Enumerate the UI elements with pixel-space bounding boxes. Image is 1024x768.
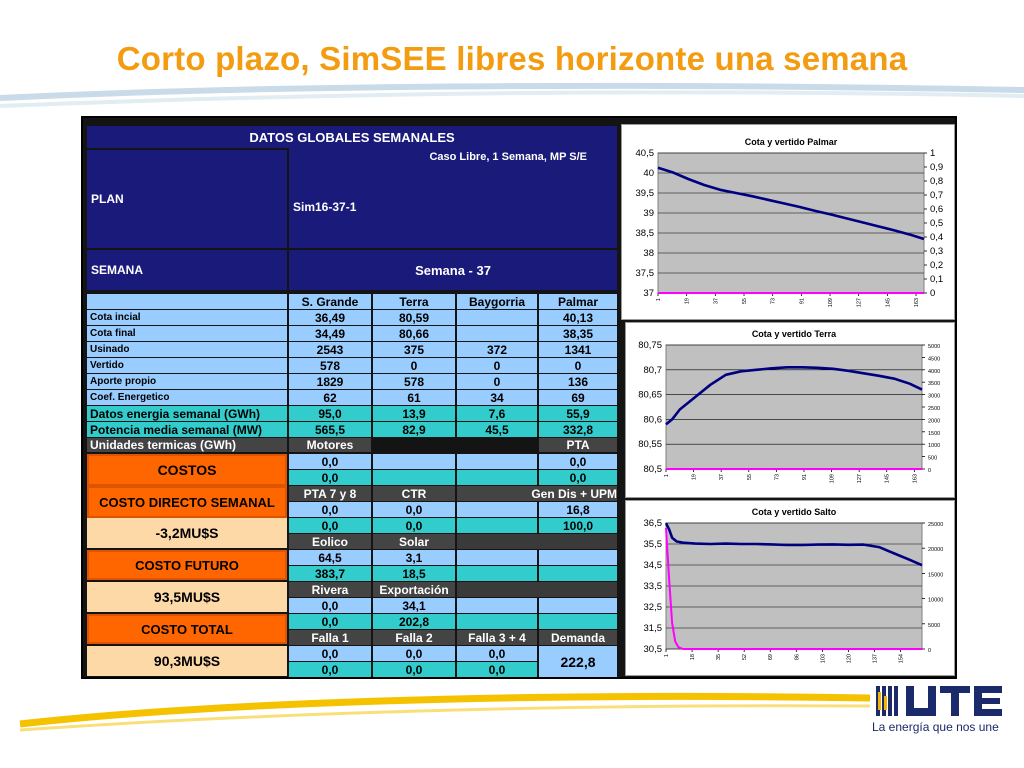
x-tick-label: 163: [914, 298, 921, 308]
blank-11: [539, 566, 617, 581]
x-tick-label: 120: [846, 654, 853, 664]
y-tick-label: 39,5: [635, 188, 654, 199]
x-tick-label: 52: [742, 654, 749, 661]
row-cell: 136: [539, 374, 617, 389]
x-tick-label: 73: [774, 474, 781, 481]
y-tick-label: 31,5: [643, 623, 662, 634]
rivera-value-2: 0,0: [289, 614, 371, 629]
col-header-baygorria: Baygorria: [457, 294, 537, 309]
semana-label: SEMANA: [87, 250, 287, 290]
x-tick-label: 35: [716, 654, 723, 661]
row-cell: 45,5: [457, 422, 537, 437]
chart-terra-svg: [626, 323, 956, 499]
y2-tick-label: 0: [928, 468, 932, 474]
y-tick-label: 80,7: [643, 364, 662, 376]
x-tick-label: 145: [885, 298, 892, 308]
row-cell: 38,35: [539, 326, 617, 341]
x-tick-label: 137: [872, 654, 879, 664]
y2-tick-label: 5000: [928, 344, 941, 350]
pta78-label: PTA 7 y 8: [289, 486, 371, 501]
row-cell: 0: [457, 374, 537, 389]
x-tick-label: 55: [746, 474, 753, 481]
case-label: Caso Libre, 1 Semana, MP S/E: [289, 148, 617, 166]
y-tick-label: 80,5: [643, 464, 662, 475]
page-title: Corto plazo, SimSEE libres horizonte una semana: [116, 40, 908, 77]
motores-label: Motores: [289, 438, 371, 452]
row-cell: 0: [457, 358, 537, 373]
falla2-value-2: 0,0: [373, 662, 455, 677]
plan-value: Sim16-37-1: [289, 166, 617, 248]
y2-tick-label: 2500: [928, 406, 941, 412]
x-tick-label: 127: [857, 474, 864, 484]
y-tick-label: 30,5: [643, 644, 662, 655]
demanda-value: 222,8: [539, 646, 617, 677]
row-label: Vertido: [87, 358, 287, 373]
row-cell: 0: [373, 358, 455, 373]
y2-tick-label: 0,5: [930, 218, 944, 229]
row-cell: 69: [539, 390, 617, 405]
costo-futuro-label: COSTO FUTURO: [87, 550, 287, 580]
blank-3: [373, 470, 455, 485]
x-tick-label: 19: [684, 298, 691, 305]
row-label: Aporte propio: [87, 374, 287, 389]
y2-tick-label: 0,1: [930, 274, 944, 285]
row-cell: 61: [373, 390, 455, 405]
x-tick-label: 19: [691, 474, 698, 481]
row-cell: [457, 326, 537, 341]
y2-tick-label: 1500: [928, 430, 941, 437]
x-tick-label: 18: [690, 654, 697, 661]
y-tick-label: 80,6: [643, 414, 662, 426]
row-cell: 62: [289, 390, 371, 405]
y2-tick-label: 0,2: [930, 260, 944, 271]
blank-2: [457, 454, 537, 469]
row-cell: 34,49: [289, 326, 371, 341]
row-label: Usinado: [87, 342, 287, 357]
blank-4: [457, 470, 537, 485]
row-cell: 372: [457, 342, 537, 357]
x-tick-label: 1: [664, 474, 670, 478]
semana-value: Semana - 37: [289, 250, 617, 290]
blank-8: [457, 550, 537, 565]
row-cell: 80,59: [373, 310, 455, 325]
chart-title: Cota y vertido Terra: [751, 329, 837, 339]
y2-tick-label: 4500: [928, 356, 941, 363]
ctr-label: CTR: [373, 486, 455, 501]
chart-title: Cota y vertido Palmar: [744, 137, 838, 147]
gendis-value-2: 100,0: [539, 518, 617, 533]
falla34-label: Falla 3 + 4: [457, 630, 537, 645]
ctr-value-2: 0,0: [373, 518, 455, 533]
y2-tick-label: 25000: [928, 522, 944, 528]
y-tick-label: 38,5: [635, 228, 654, 239]
falla34-value-2: 0,0: [457, 662, 537, 677]
falla1-value-2: 0,0: [289, 662, 371, 677]
gendis-value-1: 16,8: [539, 502, 617, 517]
blank-1: [373, 454, 455, 469]
row-cell: 2543: [289, 342, 371, 357]
y2-tick-label: 3000: [928, 393, 941, 400]
rivera-value-1: 0,0: [289, 598, 371, 613]
pta78-value-1: 0,0: [289, 502, 371, 517]
row-cell: 55,9: [539, 406, 617, 421]
y2-tick-label: 3500: [928, 381, 941, 388]
falla2-label: Falla 2: [373, 630, 455, 645]
y-tick-label: 36,5: [643, 518, 662, 529]
pta-value-1: 0,0: [539, 454, 617, 469]
costo-total-value: 90,3MU$S: [87, 646, 287, 676]
y2-tick-label: 0,8: [930, 176, 944, 187]
row-cell: [457, 310, 537, 325]
x-tick-label: 127: [856, 298, 863, 308]
y2-tick-label: 20000: [928, 547, 944, 554]
bottom-swoosh-decoration: [0, 684, 880, 744]
y2-tick-label: 1: [930, 148, 936, 159]
blank-15: [457, 614, 537, 629]
y2-tick-label: 15000: [928, 572, 944, 579]
y2-tick-label: 0,9: [930, 162, 944, 173]
costo-directo-label: COSTO DIRECTO SEMANAL: [87, 486, 287, 518]
y-tick-label: 80,65: [638, 389, 662, 401]
x-tick-label: 163: [912, 474, 919, 484]
y-tick-label: 39: [643, 208, 654, 219]
row-label: Cota final: [87, 326, 287, 341]
header-title: DATOS GLOBALES SEMANALES: [87, 126, 617, 148]
y-tick-label: 38: [643, 248, 654, 259]
col-header-blank: [87, 294, 287, 309]
pta-value-2: 0,0: [539, 470, 617, 485]
thermal-label: Unidades termicas (GWh): [87, 438, 287, 452]
blank-6: [457, 518, 537, 533]
motores-value-1: 0,0: [289, 454, 371, 469]
blank-9: [539, 550, 617, 565]
y2-tick-label: 4000: [928, 368, 941, 375]
y-tick-label: 32,5: [643, 602, 662, 613]
y-tick-label: 40,5: [635, 148, 654, 159]
exportacion-label: Exportación: [373, 582, 455, 597]
row-cell: 565,5: [289, 422, 371, 437]
row-cell: 82,9: [373, 422, 455, 437]
row-cell: 80,66: [373, 326, 455, 341]
row-cell: 1341: [539, 342, 617, 357]
x-tick-label: 1: [656, 298, 662, 302]
x-tick-label: 55: [742, 298, 749, 305]
ute-logo: [874, 682, 1008, 754]
rivera-label: Rivera: [289, 582, 371, 597]
x-tick-label: 37: [713, 298, 720, 305]
ute-logo-mark: [874, 682, 1008, 754]
row-label: Datos energia semanal (GWh): [87, 406, 287, 421]
y2-tick-label: 0,4: [930, 232, 944, 243]
x-tick-label: 91: [799, 298, 806, 305]
y-tick-label: 80,75: [638, 340, 662, 351]
x-tick-label: 69: [768, 654, 775, 661]
y2-tick-label: 0,3: [930, 246, 944, 257]
solar-value-1: 3,1: [373, 550, 455, 565]
x-tick-label: 1: [664, 654, 670, 658]
motores-value-2: 0,0: [289, 470, 371, 485]
blank-14: [539, 598, 617, 613]
eolico-value-1: 64,5: [289, 550, 371, 565]
y2-tick-label: 0: [928, 648, 932, 654]
y-tick-label: 35,5: [643, 539, 662, 550]
y-tick-label: 33,5: [643, 581, 662, 592]
gendis-label: Gen Dis + UPM: [457, 486, 617, 501]
y2-tick-label: 2000: [928, 418, 941, 425]
plan-label: PLAN: [87, 150, 287, 248]
row-cell: 40,13: [539, 310, 617, 325]
row-cell: 375: [373, 342, 455, 357]
exportacion-value-2: 202,8: [373, 614, 455, 629]
y2-tick-label: 10000: [928, 597, 944, 604]
chart-title: Cota y vertido Salto: [751, 507, 837, 517]
blank-7: [457, 534, 617, 549]
row-cell: 7,6: [457, 406, 537, 421]
col-header-palmar: Palmar: [539, 294, 617, 309]
logo-tagline: La energía que nos une: [872, 720, 999, 734]
row-cell: 1829: [289, 374, 371, 389]
solar-label: Solar: [373, 534, 455, 549]
row-cell: 578: [373, 374, 455, 389]
y-tick-label: 37: [643, 288, 654, 299]
falla34-value-1: 0,0: [457, 646, 537, 661]
blank-10: [457, 566, 537, 581]
x-tick-label: 86: [794, 654, 801, 661]
row-cell: 0: [539, 358, 617, 373]
y2-tick-label: 500: [928, 455, 938, 462]
x-tick-label: 109: [829, 474, 836, 484]
y-tick-label: 34,5: [643, 560, 662, 571]
falla1-value-1: 0,0: [289, 646, 371, 661]
demanda-label: Demanda: [539, 630, 617, 645]
chart-terra: [625, 322, 955, 498]
chart-salto-svg: [626, 501, 956, 677]
falla1-label: Falla 1: [289, 630, 371, 645]
x-tick-label: 73: [770, 298, 777, 305]
falla2-value-1: 0,0: [373, 646, 455, 661]
y2-tick-label: 0,7: [930, 190, 944, 201]
row-cell: 36,49: [289, 310, 371, 325]
pta78-value-2: 0,0: [289, 518, 371, 533]
y2-tick-label: 5000: [928, 622, 941, 629]
row-cell: 578: [289, 358, 371, 373]
row-cell: 13,9: [373, 406, 455, 421]
x-tick-label: 109: [828, 298, 835, 308]
blank-16: [539, 614, 617, 629]
x-tick-label: 145: [884, 474, 891, 484]
ctr-value-1: 0,0: [373, 502, 455, 517]
x-tick-label: 91: [801, 474, 808, 481]
eolico-label: Eolico: [289, 534, 371, 549]
plot-area: [666, 345, 922, 469]
row-label: Cota incial: [87, 310, 287, 325]
y2-tick-label: 0: [930, 288, 936, 299]
y2-tick-label: 0,6: [930, 204, 944, 215]
data-board: [81, 116, 957, 679]
row-label: Potencia media semanal (MW): [87, 422, 287, 437]
costo-total-label: COSTO TOTAL: [87, 614, 287, 644]
chart-palmar: [621, 124, 955, 320]
y-tick-label: 37,5: [635, 268, 654, 279]
eolico-value-2: 383,7: [289, 566, 371, 581]
y2-tick-label: 1000: [928, 443, 941, 450]
y-tick-label: 40: [643, 168, 654, 179]
chart-palmar-svg: [622, 125, 956, 321]
exportacion-value-1: 34,1: [373, 598, 455, 613]
solar-value-2: 18,5: [373, 566, 455, 581]
blank-5: [457, 502, 537, 517]
row-cell: 34: [457, 390, 537, 405]
blank-13: [457, 598, 537, 613]
plot-area: [658, 153, 924, 293]
y-tick-label: 80,55: [638, 439, 662, 451]
x-tick-label: 103: [820, 654, 827, 664]
blank-12: [457, 582, 617, 597]
costo-directo-value: -3,2MU$S: [87, 518, 287, 548]
costos-label: COSTOS: [87, 454, 287, 486]
chart-salto: [625, 500, 955, 676]
top-swoosh-decoration: [0, 78, 1024, 118]
costo-futuro-value: 93,5MU$S: [87, 582, 287, 612]
row-label: Coef. Energetico: [87, 390, 287, 405]
col-header-terra: Terra: [373, 294, 455, 309]
x-tick-label: 154: [898, 654, 905, 664]
row-cell: 332,8: [539, 422, 617, 437]
x-tick-label: 37: [719, 474, 726, 481]
row-cell: 95,0: [289, 406, 371, 421]
col-header-sgrande: S. Grande: [289, 294, 371, 309]
pta-label: PTA: [539, 438, 617, 452]
